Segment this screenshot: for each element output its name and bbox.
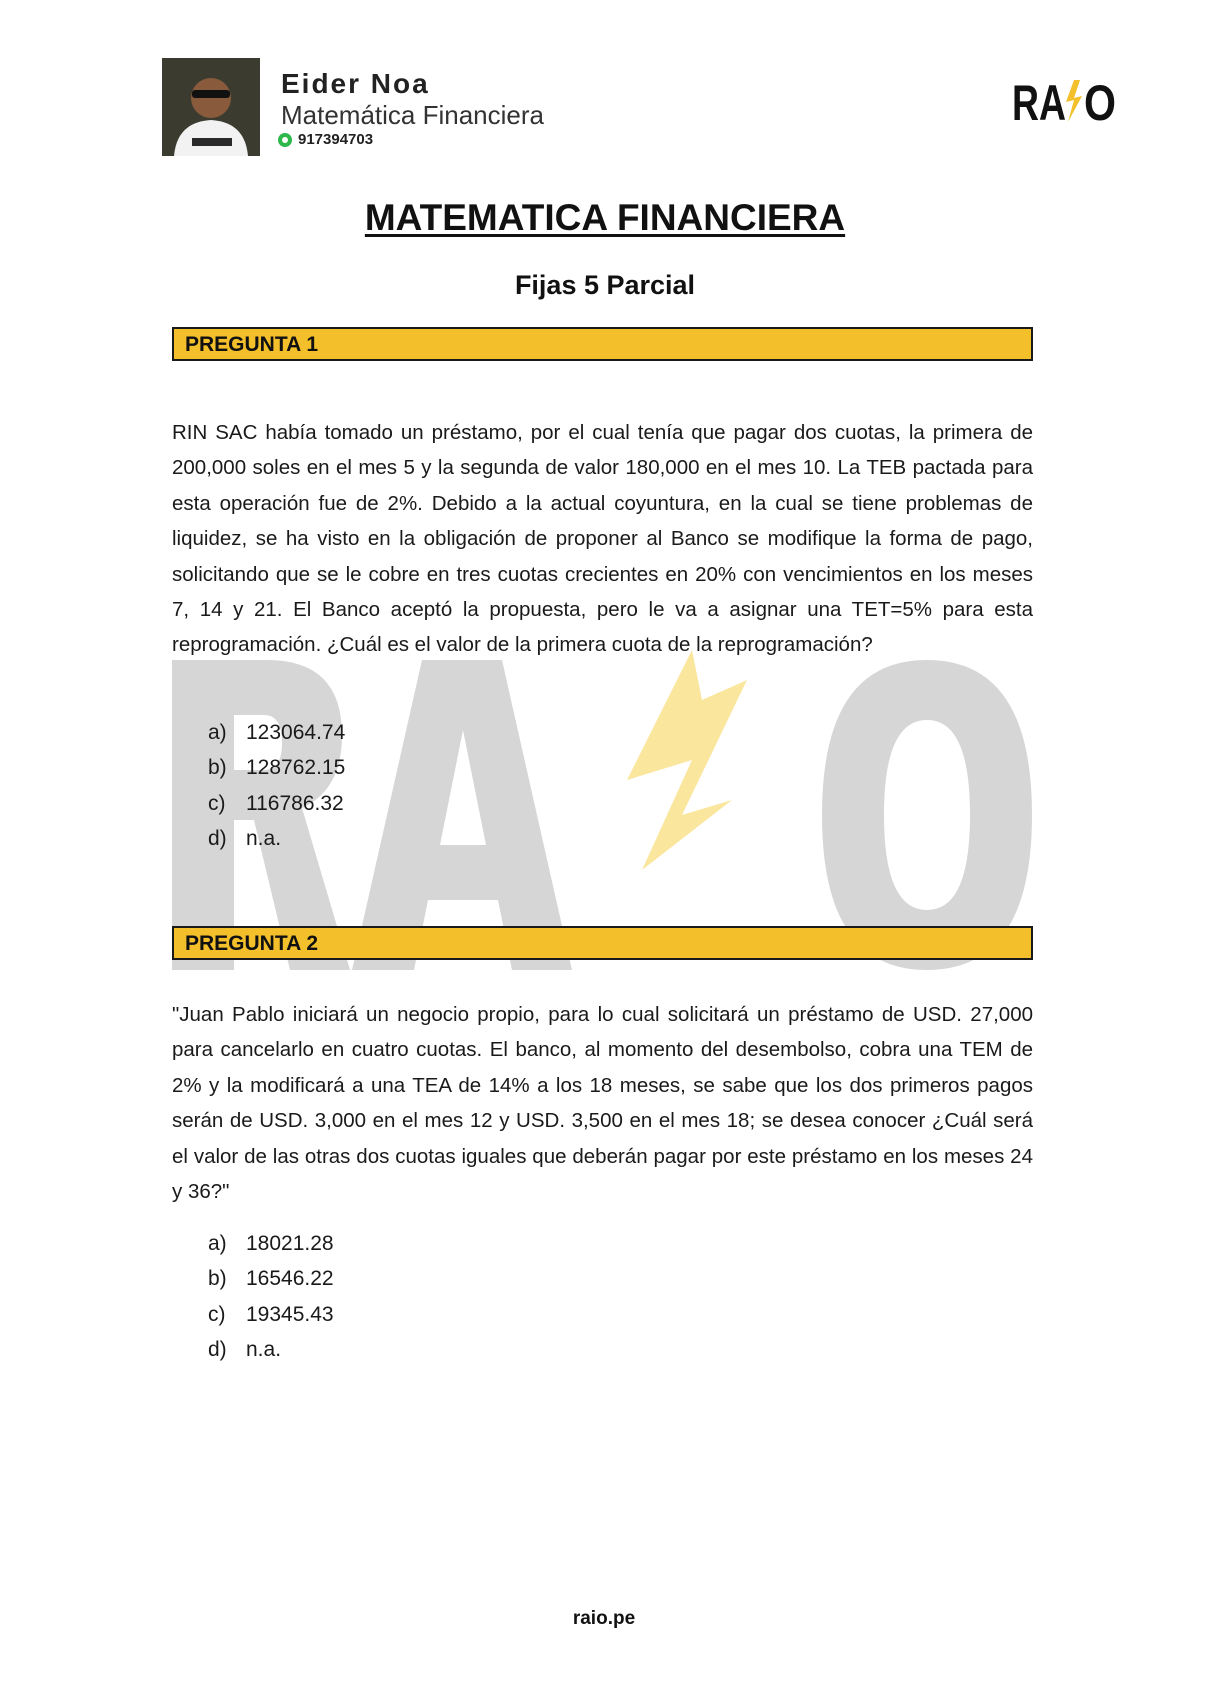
question-1-header [172,327,1033,361]
footer-website[interactable]: raio.pe [572,1608,636,1629]
question-1-text: RIN SAC había tomado un préstamo, por el cual tenía que pagar dos cuotas, la primera de 200,000 soles en el mes 5 y la segunda de valor 180,000 en el mes 10. La TEB pactada para esta operación fue de 2%. Debido a la actual coyuntura, en la cual se tiene problemas de liquidez, se ha visto en la obligación de proponer al Banco se modifique la forma de pago, solicitando que se le cobre en tres cuotas crecientes en 20% con vencimientos en los meses 7, 14 y 21. El Banco aceptó la propuesta, pero le va a asignar una TET=5% para esta reprogramación. ¿Cuál es el valor de la primera cuota de la reprogramación? [172,421,1033,657]
person-photo-icon [162,58,260,156]
question-2-options [208,1226,334,1368]
option-a: a) 18021.28 [208,1232,334,1255]
option-c: c) 19345.43 [208,1302,334,1326]
option-a: a) 123064.74 [208,721,346,744]
question-2-text: "Juan Pablo iniciará un negocio propio, para lo cual solicitará un préstamo de USD. 27,000 para cancelarlo en cuatro cuotas. El banco, al momento del desembolso, cobra una TEM de 2% y la modificará a una TEA de 14% a los 18 meses, se sabe que los dos primeros pagos serán de USD. 3,000 en el mes 12 y USD. 3,500 en el mes 18; se desea conocer ¿Cuál será el valor de las otras dos cuotas iguales que deberán pagar por este préstamo en los meses 24 y 36?" [172,1003,1033,1204]
author-avatar [162,58,260,156]
phone-number: 917394703 [298,131,374,148]
question-1-options [208,715,345,857]
question-2-header [172,926,1033,960]
document-subtitle: Fijas 5 Parcial [514,270,696,300]
author-subject: Matemática Financiera [281,100,544,130]
whatsapp-icon [278,133,292,147]
svg-text:RA: RA [1012,75,1066,131]
question-1-label: PREGUNTA 1 [185,333,319,356]
option-c: c) 116786.32 [208,791,344,815]
question-2-label: PREGUNTA 2 [185,932,319,955]
raio-logo [1012,75,1116,131]
option-d: d) n.a. [208,1338,282,1362]
option-b: b) 16546.22 [208,1267,334,1291]
author-phone [278,131,373,148]
author-name: Eider Noa [281,68,430,99]
svg-text:O: O [1084,75,1116,131]
option-d: d) n.a. [208,827,282,851]
option-b: b) 128762.15 [208,756,346,780]
document-title: MATEMATICA FINANCIERA [364,197,846,238]
